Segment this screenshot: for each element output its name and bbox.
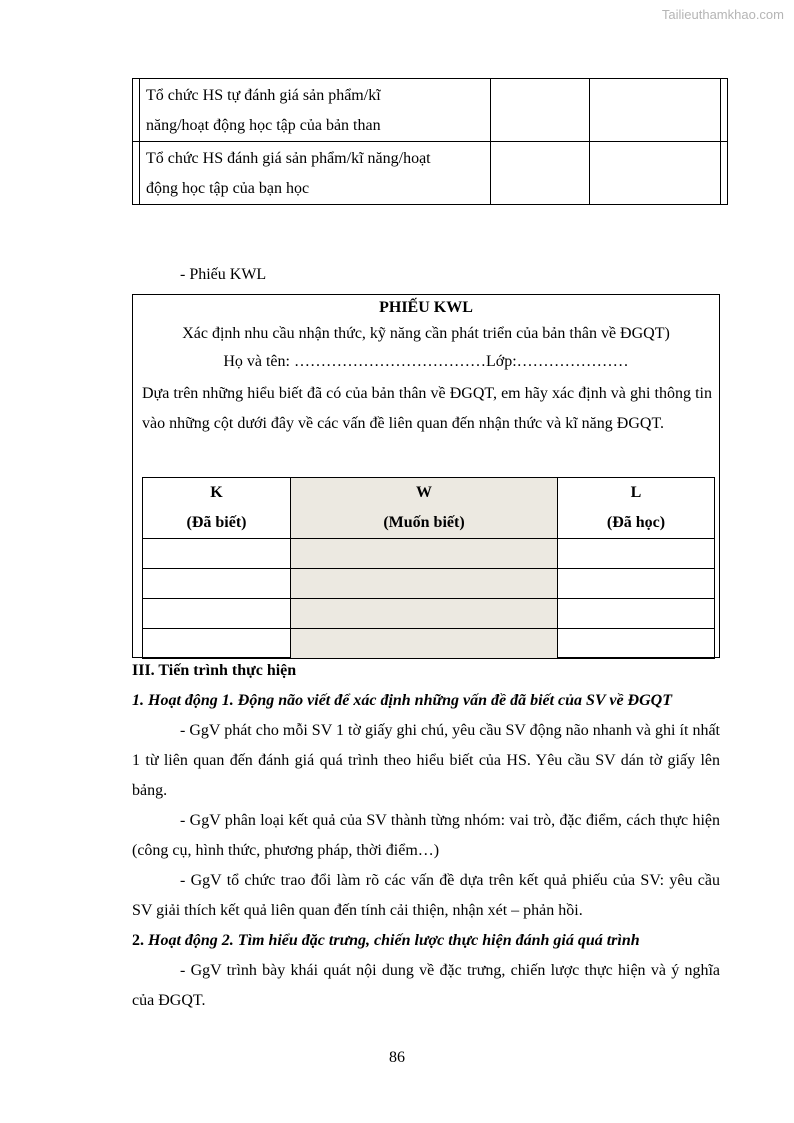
activity1-heading: 1. Hoạt động 1. Động não viết để xác định những vấn đề đã biết của SV về ĐGQT (132, 692, 672, 709)
kwl-cell (291, 629, 558, 659)
activity2-paragraph-1: - GgV trình bày khái quát nội dung về đặc trưng, chiến lược thực hiện và ý nghĩa của ĐGQT. (132, 962, 720, 1009)
kwl-col-letter: W (416, 484, 432, 501)
table-cell (491, 79, 590, 142)
activity1-paragraph-1: - GgV phát cho mỗi SV 1 tờ giấy ghi chú, yêu cầu SV động não nhanh và ghi ít nhất 1 từ liên quan đến đánh giá quá trình theo hiểu biết của HS. Yêu cầu SV dán tờ giấy lên bảng. (132, 722, 720, 799)
kwl-cell (558, 569, 715, 599)
table-row (143, 629, 715, 659)
kwl-cell (291, 539, 558, 569)
table-row (143, 569, 715, 599)
kwl-header-w (291, 478, 558, 539)
table-row (143, 539, 715, 569)
kwl-cell (558, 629, 715, 659)
criterion-line: Tổ chức HS đánh giá sản phẩm/kĩ năng/hoạt (146, 150, 431, 167)
kwl-col-label: (Đã học) (606, 514, 666, 531)
watermark: Tailieuthamkhao.com (661, 7, 784, 22)
table-cell (721, 79, 728, 142)
criterion-cell (140, 142, 491, 205)
kwl-cell (558, 539, 715, 569)
kwl-title: PHIẾU KWL (379, 299, 473, 316)
kwl-name-line: Họ và tên: ………………………………Lớp:………………… (223, 353, 629, 370)
table-cell (133, 142, 140, 205)
activity2-heading (132, 926, 720, 956)
kwl-cell (291, 569, 558, 599)
activity1-paragraph-2: - GgV phân loại kết quả của SV thành từng nhóm: vai trò, đặc điểm, cách thực hiện (công cụ, hình thức, phương pháp, thời điểm…) (132, 812, 720, 859)
kwl-cell (291, 599, 558, 629)
section-heading: III. Tiến trình thực hiện (132, 662, 297, 679)
kwl-instruction: Dựa trên những hiểu biết đã có của bản thân về ĐGQT, em hãy xác định và ghi thông tin vào những cột dưới đây về các vấn đề liên quan đến nhận thức và kĩ năng ĐGQT. (142, 385, 712, 432)
kwl-cell (143, 539, 291, 569)
table-cell (590, 79, 721, 142)
kwl-cell (558, 599, 715, 629)
kwl-form (132, 294, 720, 658)
evaluation-table (132, 78, 728, 205)
table-cell (590, 142, 721, 205)
kwl-header-l (558, 478, 715, 539)
kwl-col-label: (Muốn biết) (383, 514, 465, 531)
table-row (133, 142, 728, 205)
kwl-intro: - Phiếu KWL (180, 266, 267, 283)
kwl-cell (143, 569, 291, 599)
kwl-cell (143, 599, 291, 629)
kwl-col-letter: L (630, 484, 642, 501)
criterion-line: Tổ chức HS tự đánh giá sản phẩm/kĩ (146, 87, 381, 104)
criterion-line: động học tập của bạn học (146, 180, 310, 197)
criterion-line: năng/hoạt động học tập của bản than (146, 117, 381, 134)
table-row (133, 79, 728, 142)
activity1-paragraph-3: - GgV tổ chức trao đổi làm rõ các vấn đề dựa trên kết quả phiếu của SV: yêu cầu SV giải thích kết quả liên quan đến tính cải thiện, nhận xét – phản hồi. (132, 872, 720, 919)
kwl-table (142, 477, 715, 659)
activity2-number: 2. (132, 932, 148, 949)
kwl-header-row (143, 478, 715, 539)
criterion-cell (140, 79, 491, 142)
kwl-header-k (143, 478, 291, 539)
table-cell (721, 142, 728, 205)
kwl-subtitle: Xác định nhu cầu nhận thức, kỹ năng cần phát triển của bản thân về ĐGQT) (182, 325, 670, 342)
table-cell (133, 79, 140, 142)
table-row (143, 599, 715, 629)
table-cell (491, 142, 590, 205)
kwl-cell (143, 629, 291, 659)
kwl-col-letter: K (210, 484, 223, 501)
page-number: 86 (389, 1049, 405, 1066)
activity2-title: Hoạt động 2. Tìm hiểu đặc trưng, chiến lược thực hiện đánh giá quá trình (148, 932, 640, 949)
kwl-col-label: (Đã biết) (186, 514, 247, 531)
